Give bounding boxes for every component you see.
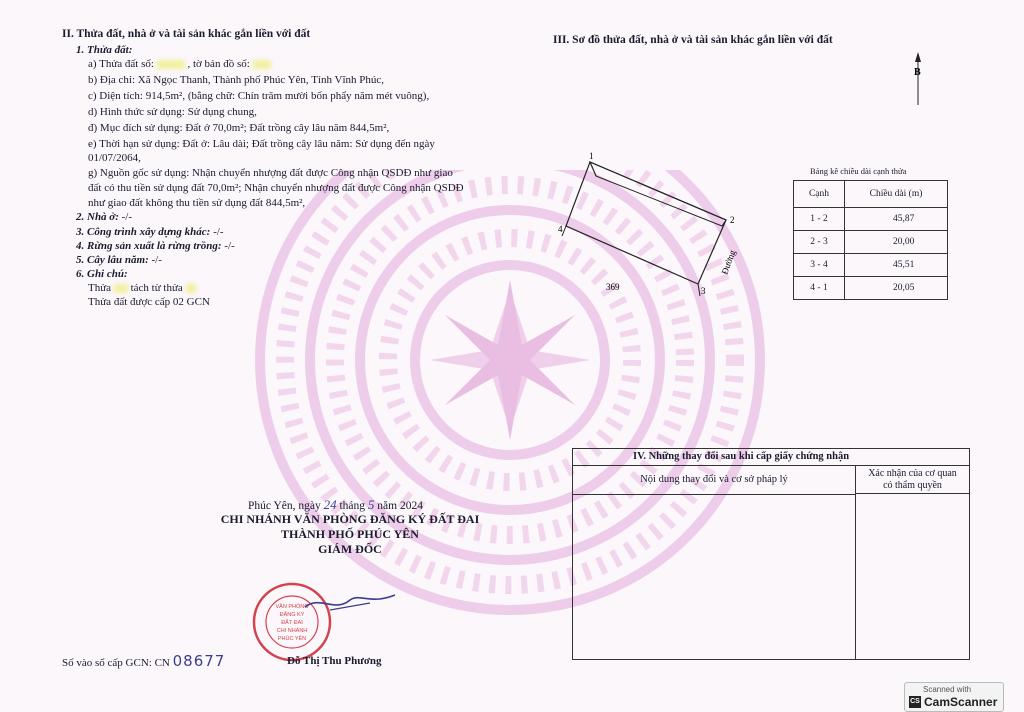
- registry-label: Số vào sổ cấp GCN: CN: [62, 657, 170, 669]
- org-line-1: CHI NHÁNH VĂN PHÒNG ĐĂNG KÝ ĐẤT ĐAI: [220, 512, 480, 526]
- scanned-with-label: Scanned with: [923, 685, 972, 694]
- notes-heading: 6. Ghi chú:: [76, 268, 128, 280]
- table-row: [794, 208, 948, 231]
- table-cell: 20,05: [845, 277, 948, 300]
- edge-length-table: [793, 180, 948, 300]
- road-label: Đường: [719, 248, 738, 276]
- registry-number: 08677: [172, 652, 226, 670]
- camscanner-logo-icon: CS: [909, 696, 921, 708]
- forest-label: 4. Rừng sản xuất là rừng trồng:: [76, 240, 222, 252]
- stamp-line-1: VĂN PHÒNG: [275, 604, 309, 610]
- signer-role: GIÁM ĐỐC: [318, 542, 382, 556]
- origin-line-1: g) Nguồn gốc sử dụng: Nhận chuyển nhượng đất được Công nhận QSDĐ như giao: [88, 167, 453, 179]
- land-parcel-heading: 1. Thửa đất:: [76, 44, 133, 56]
- signer-name: Đỗ Thị Thu Phương: [287, 655, 382, 667]
- date-day: 24: [323, 497, 337, 512]
- house-line: [76, 211, 132, 223]
- table-header-edge: Cạnh: [794, 181, 845, 208]
- house-value: -/-: [118, 211, 133, 223]
- notes-split-label: tách từ thửa: [130, 282, 183, 294]
- confirmation-column-header: [856, 466, 969, 494]
- area-line: c) Diện tích: 914,5m², (bằng chữ: Chín trăm mười bốn phẩy năm mét vuông),: [88, 90, 430, 102]
- table-row: [794, 231, 948, 254]
- origin-line-3: như giao đất không thu tiền sử dụng đất 844,5m²,: [88, 197, 306, 209]
- perennial-label: 5. Cây lâu năm:: [76, 254, 149, 266]
- redacted-note-source: [186, 284, 196, 293]
- place-date-line: [248, 497, 423, 513]
- section-4-title: IV. Những thay đổi sau khi cấp giấy chứng nhận: [573, 449, 969, 466]
- table-header-row: [794, 181, 948, 208]
- changes-box: [572, 448, 970, 660]
- table-cell: 45,51: [845, 254, 948, 277]
- handwritten-signature: [300, 585, 400, 615]
- section-2-title: II. Thửa đất, nhà ở và tài sản khác gắn liền với đất: [62, 28, 311, 40]
- north-arrow-icon: [915, 52, 921, 105]
- edge-table-caption: Bảng kê chiều dài cạnh thửa: [810, 166, 907, 176]
- parcel-number-label: a) Thửa đất số:: [88, 58, 154, 70]
- map-sheet-label: , tờ bản đồ số:: [187, 58, 250, 70]
- org-line-2: THÀNH PHỐ PHÚC YÊN: [281, 527, 419, 541]
- date-month: 5: [367, 497, 375, 512]
- table-header-length: Chiều dài (m): [845, 181, 948, 208]
- redacted-map-sheet: [253, 60, 271, 69]
- parcel-boundary: [566, 162, 726, 284]
- usage-purpose-line: đ) Mục đích sử dụng: Đất ở 70,0m²; Đất trồng cây lâu năm 844,5m²,: [88, 122, 390, 134]
- notes-line-2: Thửa đất được cấp 02 GCN: [88, 296, 210, 308]
- notes-parcel-label: Thửa: [88, 282, 112, 294]
- changes-column-header: Nội dung thay đổi và cơ sở pháp lý: [573, 466, 856, 495]
- north-label: B: [914, 67, 921, 78]
- address-line: b) Địa chỉ: Xã Ngọc Thanh, Thành phố Phúc Yên, Tỉnh Vĩnh Phúc,: [88, 74, 385, 86]
- notes-line-1: [88, 282, 196, 294]
- forest-value: -/-: [221, 240, 235, 252]
- table-row: [794, 277, 948, 300]
- redacted-parcel-number: [157, 60, 185, 69]
- construction-label: 3. Công trình xây dựng khác:: [76, 226, 211, 238]
- stamp-line-4: CHI NHÁNH: [276, 628, 308, 634]
- month-word: tháng: [339, 500, 366, 512]
- table-cell: 20,00: [845, 231, 948, 254]
- date-year: năm 2024: [377, 500, 423, 512]
- house-label: 2. Nhà ở:: [76, 211, 119, 223]
- point-2-label: 2: [730, 215, 735, 225]
- perennial-value: -/-: [148, 254, 162, 266]
- table-cell: 45,87: [845, 208, 948, 231]
- stamp-line-5: PHÚC YÊN: [277, 636, 307, 642]
- camscanner-name: CamScanner: [924, 695, 998, 709]
- usage-term-date: 01/07/2064,: [88, 152, 141, 164]
- construction-line: [76, 226, 223, 238]
- neighbor-parcel-label: 369: [606, 282, 620, 292]
- usage-term-line: e) Thời hạn sử dụng: Đất ở: Lâu dài; Đất trồng cây lâu năm: Sử dụng đến ngày: [88, 138, 435, 150]
- origin-line-2: đất có thu tiền sử dụng đất 70,0m²; Nhận chuyển nhượng đất được Công nhận QSDĐ: [88, 182, 464, 194]
- confirmation-header-line-2: có thẩm quyền: [883, 480, 942, 491]
- confirmation-header-line-1: Xác nhận của cơ quan: [868, 468, 957, 479]
- usage-form-line: d) Hình thức sử dụng: Sử dụng chung,: [88, 106, 257, 118]
- registry-line: [62, 652, 225, 670]
- table-row: [794, 254, 948, 277]
- point-3-label: 3: [701, 286, 706, 296]
- parcel-number-line: [88, 58, 271, 70]
- table-cell: 2 - 3: [794, 231, 845, 254]
- perennial-line: [76, 254, 162, 266]
- section-3-title: III. Sơ đồ thửa đất, nhà ở và tài sản khác gắn liền với đất: [553, 34, 833, 46]
- construction-value: -/-: [210, 226, 224, 238]
- table-cell: 4 - 1: [794, 277, 845, 300]
- table-cell: 3 - 4: [794, 254, 845, 277]
- column-divider: [855, 494, 856, 659]
- camscanner-badge: [904, 682, 1004, 712]
- stamp-line-3: ĐẤT ĐAI: [281, 620, 303, 626]
- redacted-note-parcel: [114, 284, 128, 293]
- stamp-line-2: ĐĂNG KÝ: [279, 612, 305, 618]
- forest-line: [76, 240, 235, 252]
- point-4-label: 4: [558, 224, 563, 234]
- table-cell: 1 - 2: [794, 208, 845, 231]
- signature-org-block: [205, 512, 495, 557]
- point-1-label: 1: [589, 151, 594, 161]
- place-date-prefix: Phúc Yên, ngày: [248, 500, 321, 512]
